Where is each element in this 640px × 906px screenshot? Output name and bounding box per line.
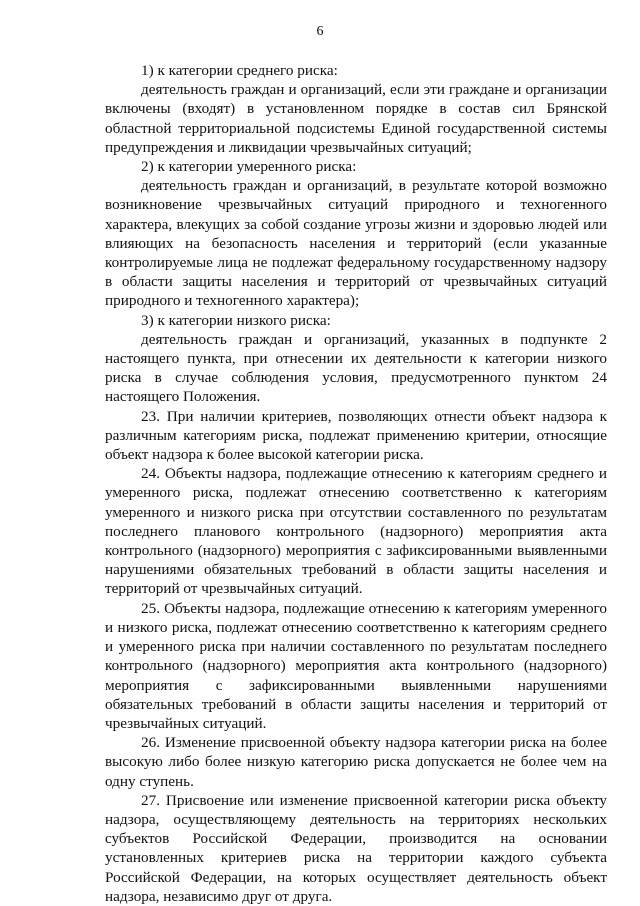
paragraph-medium-risk-heading: 1) к категории среднего риска: bbox=[141, 62, 338, 79]
paragraph-item-24: 24. Объекты надзора, подлежащие отнесению к категориям среднего и умеренного риска, подлежат отнесению соответственно к категориям умеренного и низкого риска при отсутствии составленного по результатам последнего планового контрольного (надзорного) мероприятия акта контрольного (надзорного) мероприятия с зафиксированными выявленными нарушениями обязательных требований в области защиты населения и территорий от чрезвычайных ситуаций. bbox=[105, 465, 607, 598]
paragraph-low-risk-text: деятельность граждан и организаций, указанных в подпункте 2 настоящего пункта, при отнесении их деятельности к категории низкого риска в случае соблюдения условия, предусмотренного пунктом 24 настоящего Положения. bbox=[105, 330, 607, 406]
paragraph-moderate-risk-text: деятельность граждан и организаций, в результате которой возможно возникновение чрезвычайных ситуаций природного и техногенного характера, влекущих за собой создание угрозы жизни и здоровью людей или влияющих на безопасность населения и территорий (если указанные контролируемые лица не подлежат федеральному государственному надзору в области защиты населения и территорий от чрезвычайных ситуаций природного и техногенного характера); bbox=[105, 177, 607, 310]
paragraph-moderate-risk-heading: 2) к категории умеренного риска: bbox=[141, 158, 357, 176]
paragraph-item-26: 26. Изменение присвоенной объекту надзора категории риска на более высокую либо более низкую категорию риска допускается не более чем на одну ступень. bbox=[105, 734, 607, 790]
paragraph-medium-risk-text: деятельность граждан и организаций, если эти граждане и организации включены (входят) в установленном порядке в состав сил Брянской областной территориальной подсистемы Единой государственной системы предупреждения и ликвидации чрезвычайных ситуаций; bbox=[105, 81, 607, 156]
document-body bbox=[105, 61, 607, 906]
paragraph-item-27: 27. Присвоение или изменение присвоенной категории риска объекту надзора, осуществляющему деятельность на территориях нескольких субъектов Российской Федерации, производится на основании установленных критериев риска на территории каждого субъекта Российской Федерации, на которых осуществляет деятельность объект надзора, независимо друг от друга. bbox=[105, 791, 607, 905]
paragraph-item-23: 23. При наличии критериев, позволяющих отнести объект надзора к различным категориям риска, подлежат применению критерии, относящие объект надзора к более высокой категории риска. bbox=[105, 407, 607, 464]
paragraph-item-25: 25. Объекты надзора, подлежащие отнесению к категориям умеренного и низкого риска, подлежат отнесению соответственно к категориям среднего и умеренного риска при наличии составленного по результатам последнего контрольного (надзорного) мероприятия акта контрольного (надзорного) мероприятия с зафиксированными выявленными нарушениями обязательных требований в области защиты населения и территорий от чрезвычайных ситуаций. bbox=[105, 599, 607, 732]
page-number: 6 bbox=[316, 24, 324, 39]
paragraph-low-risk-heading: 3) к категории низкого риска: bbox=[141, 311, 331, 329]
